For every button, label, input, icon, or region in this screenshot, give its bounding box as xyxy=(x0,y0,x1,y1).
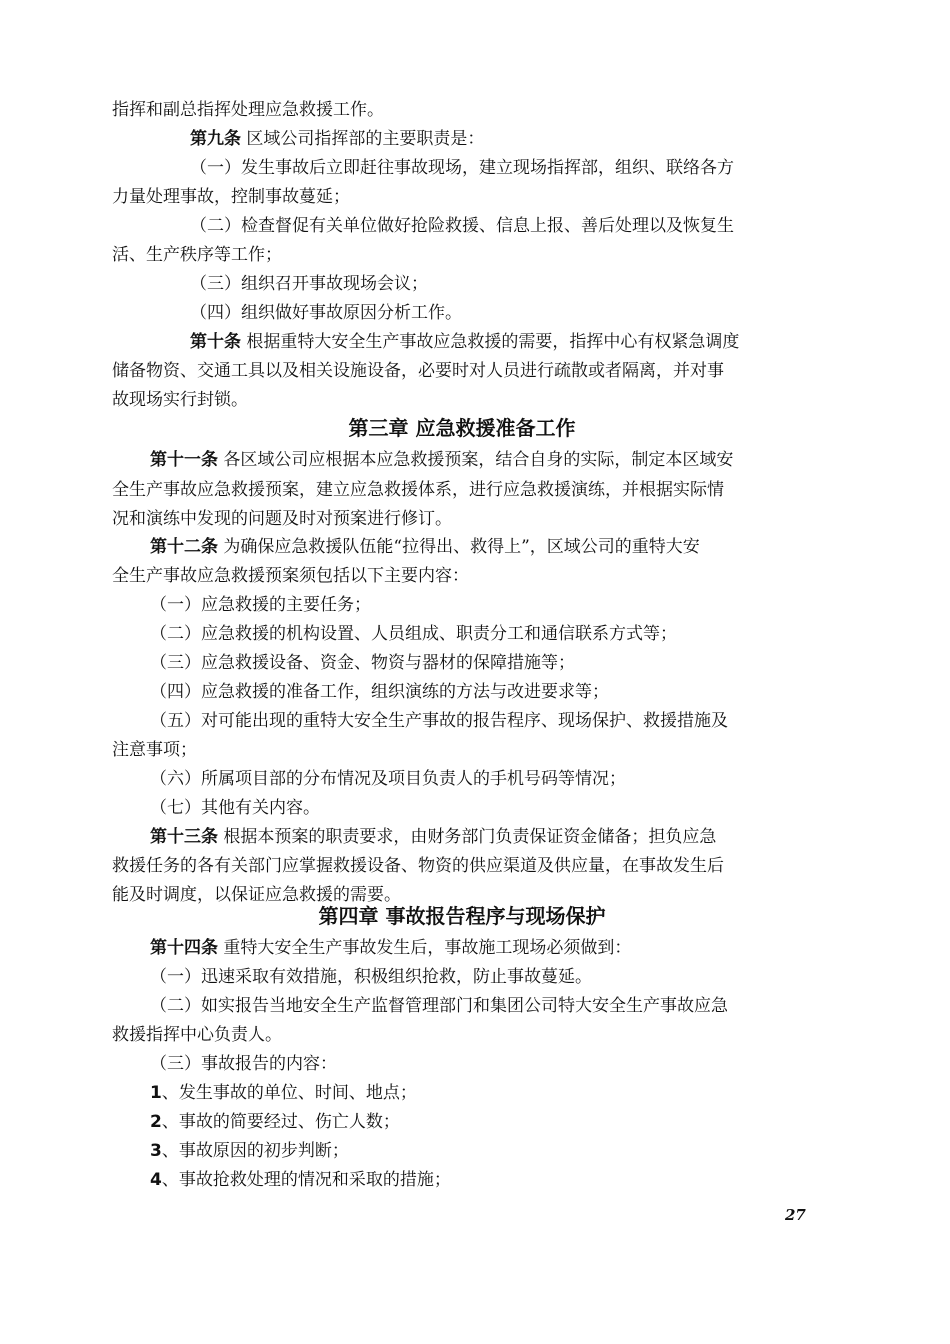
article-label: 第十四条 xyxy=(150,938,218,958)
list-item: （二）如实报告当地安全生产监督管理部门和集团公司特大安全生产事故应急 xyxy=(150,996,728,1016)
article-line: 第十三条 根据本预案的职责要求，由财务部门负责保证资金储备；担负应急 xyxy=(150,827,717,847)
text-line: （四）组织做好事故原因分析工作。 xyxy=(190,303,462,323)
item-number: 1 xyxy=(150,1083,162,1103)
list-item: （四）应急救援的准备工作，组织演练的方法与改进要求等； xyxy=(150,682,609,702)
text-line: 力量处理事故，控制事故蔓延； xyxy=(112,187,350,207)
text-line: （三）组织召开事故现场会议； xyxy=(190,274,428,294)
numbered-item: 3、事故原因的初步判断； xyxy=(150,1141,349,1161)
list-item: （七）其他有关内容。 xyxy=(150,798,320,818)
article-line: 第十一条 各区域公司应根据本应急救援预案，结合自身的实际，制定本区域安 xyxy=(150,450,734,470)
text-line: 故现场实行封锁。 xyxy=(112,390,248,410)
item-number: 2 xyxy=(150,1112,162,1132)
item-number: 4 xyxy=(150,1170,162,1190)
item-number: 3 xyxy=(150,1141,162,1161)
numbered-item: 2、事故的简要经过、伤亡人数； xyxy=(150,1112,400,1132)
text-line: 指挥和副总指挥处理应急救援工作。 xyxy=(112,100,384,120)
numbered-item: 4、事故抢救处理的情况和采取的措施； xyxy=(150,1170,451,1190)
list-item: （三）事故报告的内容： xyxy=(150,1054,337,1074)
numbered-item: 1、发生事故的单位、时间、地点； xyxy=(150,1083,417,1103)
article-label: 第十二条 xyxy=(150,537,218,557)
chapter-heading: 第三章 应急救援准备工作 xyxy=(348,416,576,440)
text-line: 注意事项； xyxy=(112,740,197,760)
article-label: 第九条 xyxy=(190,129,241,149)
chapter-heading: 第四章 事故报告程序与现场保护 xyxy=(318,904,606,928)
list-item: （一）应急救援的主要任务； xyxy=(150,595,371,615)
article-label: 第十条 xyxy=(190,332,241,352)
text-line: 救援指挥中心负责人。 xyxy=(112,1025,282,1045)
article-label: 第十三条 xyxy=(150,827,218,847)
page-number: 27 xyxy=(785,1206,806,1224)
text-line: （二）检查督促有关单位做好抢险救援、信息上报、善后处理以及恢复生 xyxy=(190,216,734,236)
article-line: 第十条 根据重特大安全生产事故应急救援的需要，指挥中心有权紧急调度 xyxy=(190,332,740,352)
list-item: （六）所属项目部的分布情况及项目负责人的手机号码等情况； xyxy=(150,769,626,789)
text-line: 救援任务的各有关部门应掌握救援设备、物资的供应渠道及供应量，在事故发生后 xyxy=(112,856,724,876)
text-line: 能及时调度，以保证应急救援的需要。 xyxy=(112,885,401,905)
list-item: （三）应急救援设备、资金、物资与器材的保障措施等； xyxy=(150,653,575,673)
text-line: 储备物资、交通工具以及相关设施设备，必要时对人员进行疏散或者隔离，并对事 xyxy=(112,361,724,381)
article-line: 第十四条 重特大安全生产事故发生后，事故施工现场必须做到： xyxy=(150,938,632,958)
article-line: 第九条 区域公司指挥部的主要职责是： xyxy=(190,129,485,149)
list-item: （五）对可能出现的重特大安全生产事故的报告程序、现场保护、救援措施及 xyxy=(150,711,728,731)
text-line: （一）发生事故后立即赶往事故现场，建立现场指挥部，组织、联络各方 xyxy=(190,158,734,178)
text-line: 活、生产秩序等工作； xyxy=(112,245,282,265)
list-item: （二）应急救援的机构设置、人员组成、职责分工和通信联系方式等； xyxy=(150,624,677,644)
article-label: 第十一条 xyxy=(150,450,218,470)
list-item: （一）迅速采取有效措施，积极组织抢救，防止事故蔓延。 xyxy=(150,967,592,987)
article-line: 第十二条 为确保应急救援队伍能“拉得出、救得上”，区域公司的重特大安 xyxy=(150,537,700,557)
text-line: 全生产事故应急救援预案，建立应急救援体系，进行应急救援演练，并根据实际情 xyxy=(112,480,724,500)
text-line: 况和演练中发现的问题及时对预案进行修订。 xyxy=(112,509,452,529)
text-line: 全生产事故应急救援预案须包括以下主要内容： xyxy=(112,566,469,586)
